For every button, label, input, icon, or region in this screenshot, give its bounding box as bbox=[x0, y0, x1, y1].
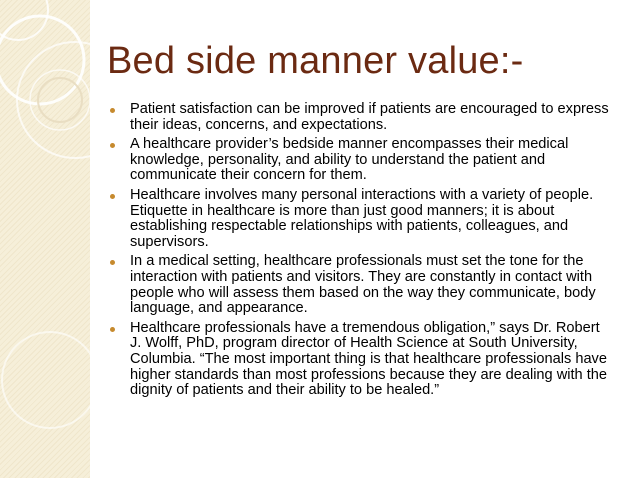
bullet-dot-icon bbox=[110, 108, 115, 113]
list-item bbox=[110, 321, 615, 399]
bullet-list bbox=[110, 102, 615, 403]
bullet-dot-icon bbox=[110, 327, 115, 332]
bullet-text: Healthcare involves many personal interactions with a variety of people. Etiquette in healthcare is more than just good manners; it is about establishing respectable relationships with patients, colleagues, and supervisors. bbox=[130, 186, 594, 250]
list-item bbox=[110, 137, 615, 184]
slide-title: Bed side manner value:- bbox=[107, 40, 524, 82]
decorative-side-panel bbox=[0, 0, 90, 478]
bullet-dot-icon bbox=[110, 260, 115, 265]
bullet-text: Healthcare professionals have a tremendous obligation,” says Dr. Robert J. Wolff, PhD, program director of Health Science at South University, Columbia. “The most important thing is that healthcare professionals have higher standards than most professions because they are dealing with the dignity of patients and their ability to be healed.” bbox=[130, 319, 608, 399]
list-item bbox=[110, 254, 615, 316]
list-item bbox=[110, 102, 615, 133]
bullet-dot-icon bbox=[110, 194, 115, 199]
list-item bbox=[110, 188, 615, 250]
bullet-dot-icon bbox=[110, 143, 115, 148]
decorative-circles-graphic bbox=[0, 0, 90, 478]
bullet-text: In a medical setting, healthcare professionals must set the tone for the interaction with patients and visitors. They are constantly in contact with people who will assess them based on the way they communicate, body language, and appearance. bbox=[130, 253, 596, 317]
bullet-text: Patient satisfaction can be improved if patients are encouraged to express their ideas, concerns, and expectations. bbox=[130, 101, 609, 133]
bullet-text: A healthcare provider’s bedside manner encompasses their medical knowledge, personality, and ability to understand the patient and communicate their concern for them. bbox=[130, 136, 569, 184]
